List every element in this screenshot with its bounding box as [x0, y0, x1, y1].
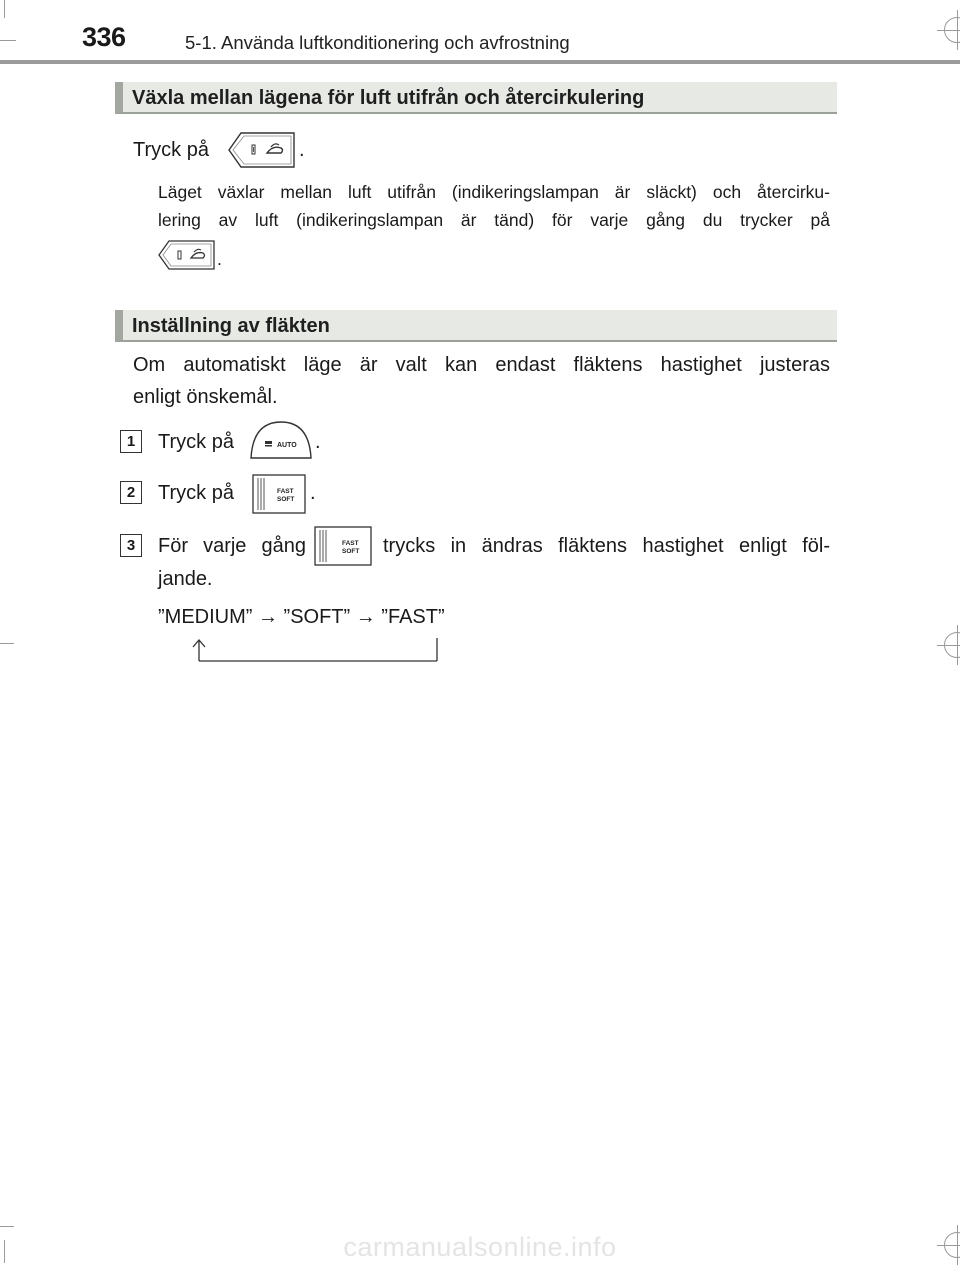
auto-button-label: AUTO [277, 442, 297, 449]
fan-intro-line-2: enligt önskemål. [133, 386, 278, 408]
fan-button-label-bottom: SOFT [277, 496, 295, 503]
section-heading-air-mode [115, 82, 837, 114]
section-heading-text: Inställning av fläkten [132, 315, 330, 337]
crop-mark-bottom-left [0, 1226, 14, 1227]
chapter-title: 5-1. Använda luftkonditionering och avfrostning [185, 32, 570, 53]
description-line-1: Läget växlar mellan luft utifrån (indikeringslampan är släckt) och återcirku- [158, 182, 830, 202]
registration-mark-top-right [944, 17, 960, 43]
auto-button-icon [249, 420, 313, 460]
step-3-text-after: trycks in ändras fläktens hastighet enligt föl- [383, 535, 830, 557]
step-2-text: Tryck på [158, 482, 234, 504]
header-rule [0, 60, 960, 64]
step-badge-1: 1 [120, 430, 142, 453]
step-badge-2: 2 [120, 481, 142, 504]
press-instruction-period: . [299, 139, 305, 161]
sequence-loop-arrow [190, 637, 442, 665]
step-3-text-line-2: jande. [158, 568, 213, 590]
step-1-period: . [315, 431, 321, 453]
registration-mark-mid-right [944, 632, 960, 658]
watermark: carmanualsonline.info [343, 1232, 617, 1262]
section-heading-fan [115, 310, 837, 342]
description-end: . [217, 249, 222, 269]
step-1-text: Tryck på [158, 431, 234, 453]
step-badge-3: 3 [120, 534, 142, 557]
step-3-text-before: För varje gång [158, 535, 306, 557]
fan-speed-sequence: ”MEDIUM” → ”SOFT” → ”FAST” [158, 606, 445, 628]
crop-mark-top-left [4, 0, 5, 18]
fan-speed-button-icon [252, 474, 306, 514]
crop-mark-top-left-h [0, 40, 16, 41]
press-instruction: Tryck på [133, 139, 209, 161]
recirculation-button-icon-small [157, 238, 217, 272]
section-heading-text: Växla mellan lägena för luft utifrån och återcirkulering [132, 87, 645, 109]
fan-intro-line-1: Om automatiskt läge är valt kan endast fläktens hastighet justeras [133, 354, 830, 376]
page-number: 336 [82, 22, 126, 52]
fan-button-label-bottom: SOFT [342, 548, 360, 555]
step-2-period: . [310, 482, 316, 504]
description-line-2: lering av luft (indikeringslampan är tänd) för varje gång du trycker på [158, 210, 830, 230]
recirculation-button-icon [227, 130, 297, 170]
fan-button-label-top: FAST [277, 488, 294, 495]
crop-mark-mid-left [0, 643, 14, 644]
fan-button-label-top: FAST [342, 540, 359, 547]
fan-speed-button-icon-step3 [314, 526, 372, 566]
